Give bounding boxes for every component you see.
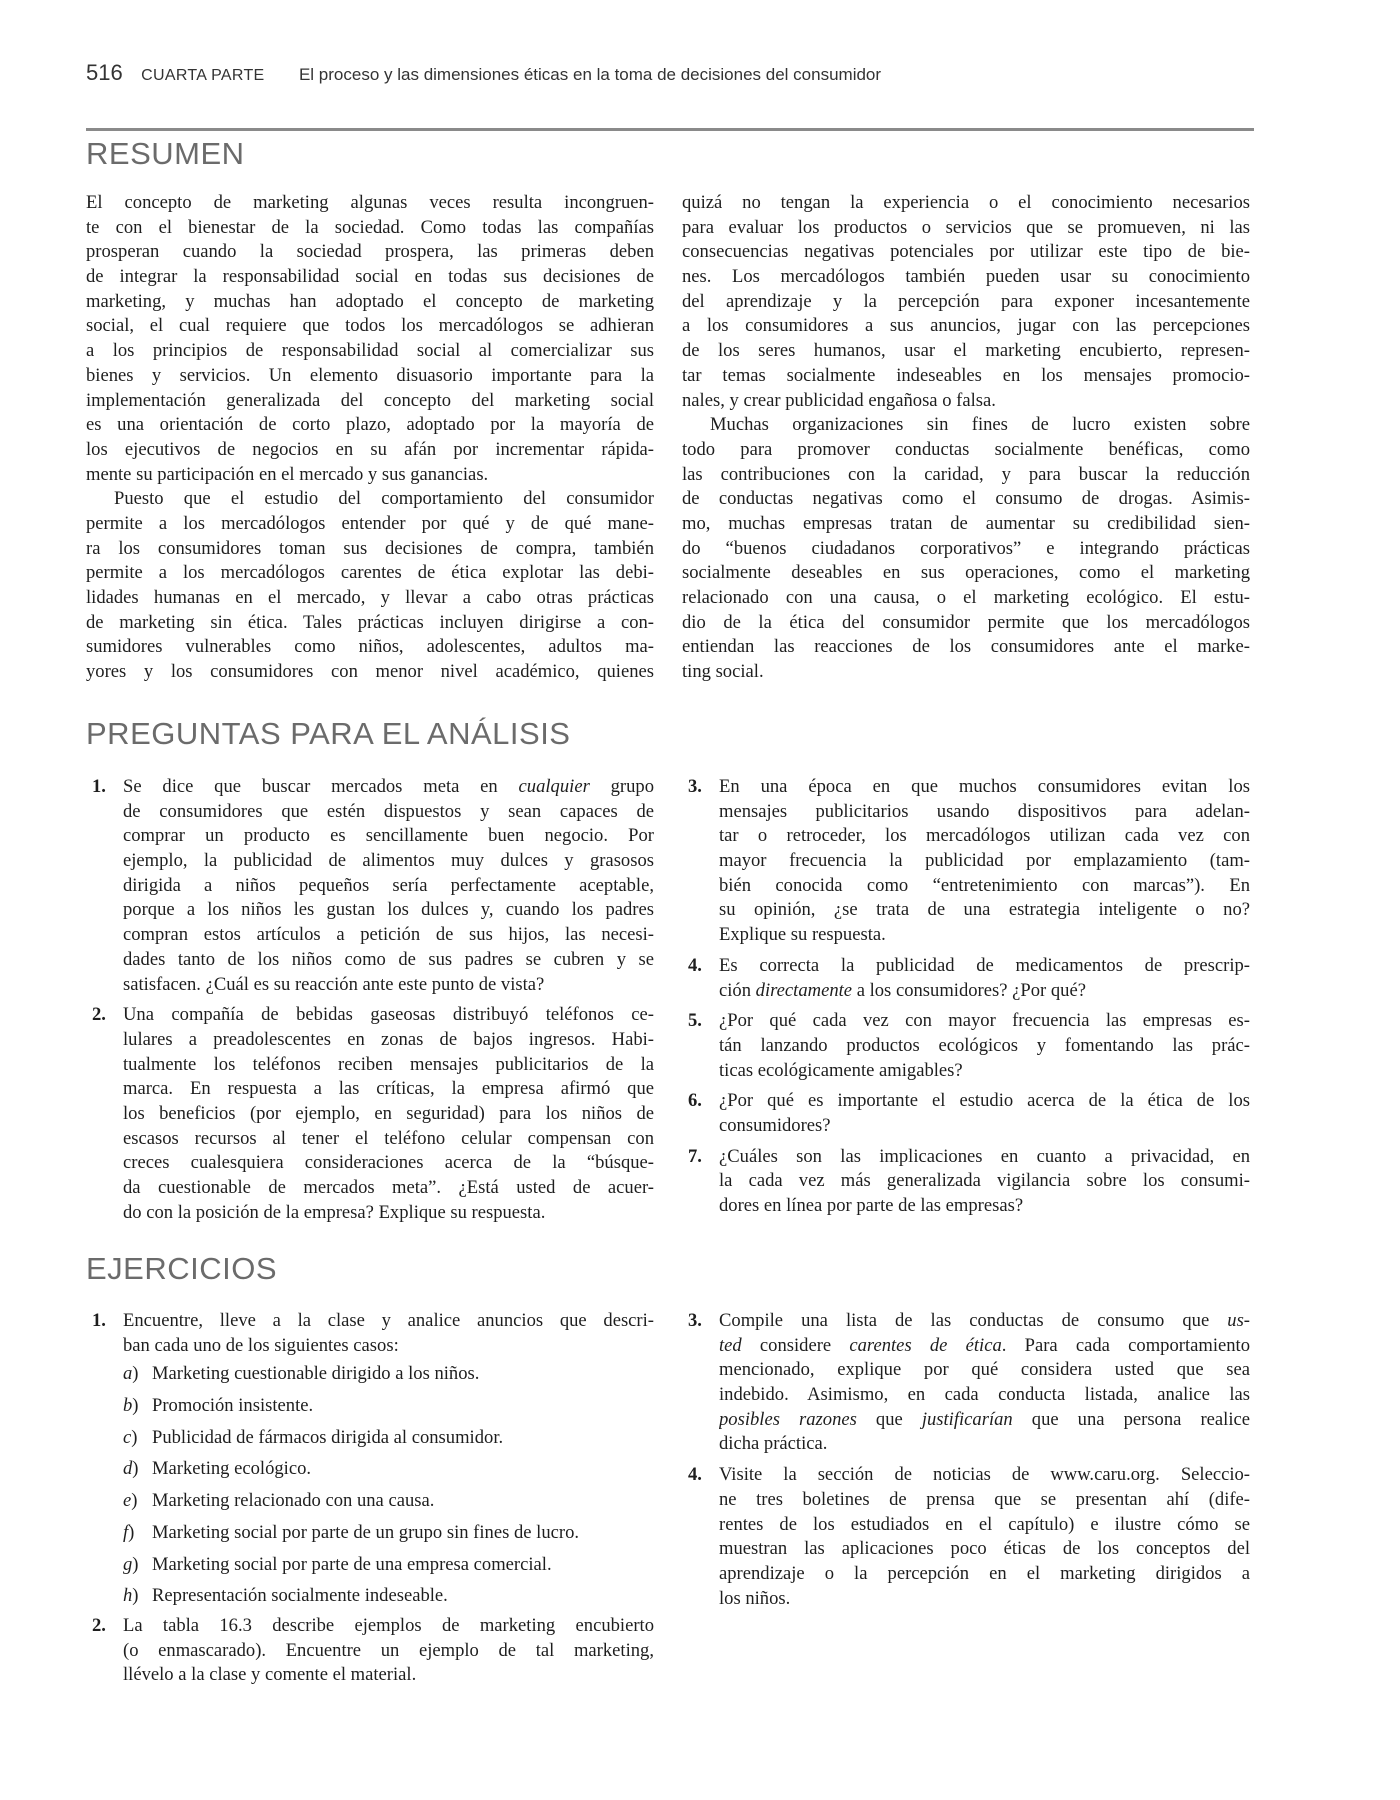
item-number: 4.	[688, 1464, 702, 1486]
emphasis-text: posibles razones	[719, 1408, 857, 1430]
question-item-3	[682, 775, 1250, 948]
text-line: para evaluar los productos o servicios que se promueven, ni las	[682, 216, 1250, 238]
resumen-left-column	[86, 191, 654, 685]
text-run: . Para cada comportamiento	[1001, 1334, 1250, 1356]
question-item-7	[682, 1145, 1250, 1219]
text-line: tualmente los teléfonos reciben mensajes publicitarios de la	[123, 1053, 654, 1075]
text-line: El concepto de marketing algunas veces resulta incongruen-	[86, 192, 654, 213]
exercise-item-1	[86, 1309, 654, 1358]
text-line: ra los consumidores toman sus decisiones de compra, también	[86, 537, 654, 559]
question-item-6	[682, 1089, 1250, 1138]
subitem-letter: c)	[123, 1426, 138, 1448]
text-line: da cuestionable de mercados meta”. ¿Está usted de acuer-	[123, 1177, 654, 1198]
header-rule	[86, 128, 1254, 131]
subitem-text: Marketing social por parte de un grupo sin fines de lucro.	[152, 1521, 580, 1543]
ejercicios-left-column	[86, 1309, 654, 1694]
text-line: dades tanto de los niños como de sus padres se cubren y se	[123, 948, 654, 970]
text-line: escasos recursos al tener el teléfono celular compensan con	[123, 1127, 654, 1149]
subitem-letter: b)	[123, 1395, 139, 1417]
section-title-preguntas: PREGUNTAS PARA EL ANÁLISIS	[86, 716, 571, 751]
text-line: permite a los mercadólogos carentes de ética explotar las debi-	[86, 562, 654, 584]
text-line: entiendan las reacciones de los consumidores ante el marke-	[682, 636, 1250, 658]
text-line: de marketing sin ética. Tales prácticas incluyen dirigirse a con-	[86, 611, 654, 633]
text-line: ¿Por qué cada vez con mayor frecuencia las empresas es-	[719, 1010, 1250, 1032]
text-line: de conductas negativas como el consumo de drogas. Asimis-	[682, 488, 1250, 510]
text-run: Compile una lista de las conductas de consumo que	[719, 1310, 1228, 1331]
exercise-item-3	[682, 1309, 1250, 1457]
item-number: 6.	[688, 1090, 702, 1112]
text-line: Encuentre, lleve a la clase y analice anuncios que descri-	[123, 1310, 654, 1331]
text-line: de consumidores que estén dispuestos y sean capaces de	[123, 800, 654, 822]
page-number: 516	[86, 60, 123, 85]
subitem-letter: e)	[123, 1490, 138, 1512]
text-line: compran estos artículos a petición de sus hijos, las necesi-	[123, 924, 654, 946]
text-run: grupo	[589, 776, 654, 797]
exercise-subitem-d	[86, 1455, 654, 1482]
text-line: su opinión, ¿se trata de una estrategia inteligente o no?	[719, 899, 1250, 921]
subitem-text: Marketing social por parte de una empresa comercial.	[152, 1553, 552, 1575]
text-line: te con el bienestar de la sociedad. Como todas las compañías	[86, 216, 654, 238]
text-line: tar o retroceder, los mercadólogos utilizan cada vez con	[719, 825, 1250, 847]
item-number: 5.	[688, 1010, 702, 1032]
item-number: 1.	[92, 1310, 106, 1331]
subitem-letter: a)	[123, 1363, 139, 1385]
text-run: a los consumidores? ¿Por qué?	[852, 979, 1086, 1001]
preguntas-left-column	[86, 775, 654, 1231]
text-line: marketing, y muchas han adoptado el concepto de marketing	[86, 290, 654, 312]
text-line: de integrar la responsabilidad social en todas sus decisiones de	[86, 266, 654, 288]
text-line: lidades humanas en el mercado, y llevar a cabo otras prácticas	[86, 587, 654, 608]
text-line: los niños.	[719, 1587, 791, 1609]
exercise-item-2	[86, 1614, 654, 1688]
text-line: implementación generalizada del concepto del marketing social	[86, 389, 654, 411]
text-line: permite a los mercadólogos entender por qué y de qué mane-	[86, 512, 654, 534]
emphasis-text: ted	[719, 1334, 742, 1356]
exercise-subitem-h	[86, 1582, 654, 1609]
text-line: quizá no tengan la experiencia o el conocimiento necesarios	[682, 192, 1250, 213]
text-line: socialmente deseables en sus operaciones, como el marketing	[682, 562, 1250, 584]
text-line	[719, 1408, 1250, 1433]
text-line: bién conocida como “entretenimiento con marcas”). En	[719, 874, 1250, 896]
ejercicios-right-column	[682, 1309, 1250, 1617]
item-number: 3.	[688, 1310, 702, 1331]
text-line: a los consumidores a sus anuncios, jugar con las percepciones	[682, 315, 1250, 337]
text-line: ne tres boletines de prensa que se presentan ahí (dife-	[719, 1488, 1250, 1510]
text-line: rentes de los estudiados en el capítulo) e ilustre cómo se	[719, 1513, 1250, 1535]
text-line: dirigida a niños pequeños sería perfectamente aceptable,	[123, 874, 654, 896]
emphasis-text: directamente	[755, 979, 853, 1001]
question-item-2	[86, 1003, 654, 1225]
text-line: mayor frecuencia la publicidad por emplazamiento (tam-	[719, 850, 1250, 872]
question-item-4	[682, 954, 1250, 1003]
resumen-right-column	[682, 191, 1250, 685]
subitem-letter: g)	[123, 1553, 139, 1575]
text-line: social, el cual requiere que todos los mercadólogos se adhieran	[86, 315, 654, 337]
subitem-text: Promoción insistente.	[152, 1395, 314, 1417]
text-line: dicha práctica.	[719, 1433, 828, 1455]
text-line: lulares a preadolescentes en zonas de bajos ingresos. Habi-	[123, 1028, 654, 1050]
text-line: ban cada uno de los siguientes casos:	[123, 1334, 399, 1356]
text-line: comprar un producto es sencillamente buen negocio. Por	[123, 825, 654, 847]
exercise-subitem-f	[86, 1519, 654, 1546]
subitem-text: Representación socialmente indeseable.	[152, 1585, 448, 1607]
text-line: relacionado con una causa, o el marketing ecológico. El estu-	[682, 587, 1250, 608]
text-line: indebido. Asimismo, en cada conducta listada, analice las	[719, 1384, 1250, 1406]
text-line: (o enmascarado). Encuentre un ejemplo de tal marketing,	[123, 1639, 654, 1661]
text-line: ejemplo, la publicidad de alimentos muy dulces y grasosos	[123, 850, 654, 872]
exercise-subitem-g	[86, 1551, 654, 1578]
text-line: llévelo a la clase y comente el material.	[123, 1664, 417, 1686]
text-line	[123, 775, 654, 800]
text-line: mensajes publicitarios usando dispositivos para adelan-	[719, 800, 1250, 822]
text-line: Puesto que el estudio del comportamiento del consumidor	[114, 488, 654, 510]
text-line: aprendizaje o la percepción en el marketing dirigidos a	[719, 1562, 1250, 1584]
text-line: Visite la sección de noticias de www.caru.org. Seleccio-	[719, 1464, 1250, 1486]
text-line: todo para promover conductas socialmente benéficas, como	[682, 438, 1250, 460]
subitem-text: Marketing ecológico.	[152, 1458, 312, 1480]
text-line: los beneficios (por ejemplo, en seguridad) para los niños de	[123, 1102, 654, 1124]
text-line: mente su participación en el mercado y sus ganancias.	[86, 463, 489, 485]
text-line: do “buenos ciudadanos corporativos” e integrando prácticas	[682, 537, 1250, 559]
item-number: 7.	[688, 1145, 702, 1167]
exercise-subitem-a	[86, 1360, 654, 1387]
emphasis-text: us-	[1227, 1310, 1250, 1331]
text-line: ¿Por qué es importante el estudio acerca de la ética de los	[719, 1090, 1250, 1112]
text-line: la cada vez más generalizada vigilancia sobre los consumi-	[719, 1170, 1250, 1192]
exercise-subitem-c	[86, 1424, 654, 1451]
item-number: 4.	[688, 954, 702, 976]
text-line: las contribuciones con la caridad, y para buscar la reducción	[682, 463, 1250, 485]
text-line: es una orientación de corto plazo, adoptado por la mayoría de	[86, 414, 654, 436]
text-line: dores en línea por parte de las empresas?	[719, 1195, 1024, 1216]
subitem-letter: f)	[123, 1521, 135, 1543]
text-line: dio de la ética del consumidor permite que los mercadólogos	[682, 611, 1250, 633]
text-line: satisfacen. ¿Cuál es su reacción ante este punto de vista?	[123, 973, 545, 995]
section-title-resumen: RESUMEN	[86, 136, 245, 171]
text-line: marca. En respuesta a las críticas, la empresa afirmó que	[123, 1078, 654, 1100]
subitem-letter: h)	[123, 1585, 139, 1607]
text-line: La tabla 16.3 describe ejemplos de marketing encubierto	[123, 1614, 654, 1636]
text-line: del aprendizaje y la percepción para exponer incesantemente	[682, 290, 1250, 312]
running-head	[86, 60, 881, 86]
text-run: ción	[719, 979, 756, 1001]
subitem-text: Marketing relacionado con una causa.	[152, 1490, 435, 1512]
text-line: En una época en que muchos consumidores evitan los	[719, 776, 1250, 797]
text-line: Una compañía de bebidas gaseosas distribuyó teléfonos ce-	[123, 1004, 654, 1026]
item-number: 1.	[92, 776, 106, 797]
question-item-1	[86, 775, 654, 997]
emphasis-text: carentes de ética	[849, 1334, 1002, 1356]
text-line: a los principios de responsabilidad social al comercializar sus	[86, 340, 654, 362]
preguntas-right-column	[682, 775, 1250, 1225]
text-line: consumidores?	[719, 1114, 831, 1136]
text-line: nales, y crear publicidad engañosa o falsa.	[682, 389, 996, 411]
item-number: 2.	[92, 1614, 106, 1636]
emphasis-text: justificarían	[921, 1408, 1013, 1430]
subitem-text: Publicidad de fármacos dirigida al consumidor.	[152, 1426, 504, 1448]
section-title-ejercicios: EJERCICIOS	[86, 1251, 278, 1286]
text-line: mo, muchas empresas tratan de aumentar su credibilidad sien-	[682, 512, 1250, 534]
text-line: ticas ecológicamente amigables?	[719, 1059, 963, 1081]
question-item-5	[682, 1009, 1250, 1083]
emphasis-text: cualquier	[518, 776, 590, 797]
text-line: ting social.	[682, 661, 764, 683]
text-line: Muchas organizaciones sin fines de lucro existen sobre	[710, 414, 1250, 436]
exercise-item-4	[682, 1463, 1250, 1611]
text-line: de los seres humanos, usar el marketing encubierto, represen-	[682, 340, 1250, 362]
text-line: Es correcta la publicidad de medicamentos de prescrip-	[719, 954, 1250, 976]
text-line: ¿Cuáles son las implicaciones en cuanto a privacidad, en	[719, 1145, 1250, 1167]
text-line: muestran las aplicaciones poco éticas de los conceptos del	[719, 1538, 1250, 1560]
text-line: nes. Los mercadólogos también pueden usar su conocimiento	[682, 266, 1250, 288]
text-line: Explique su respuesta.	[719, 924, 886, 946]
text-line: do con la posición de la empresa? Explique su respuesta.	[123, 1201, 546, 1223]
exercise-subitem-e	[86, 1487, 654, 1514]
text-run: Se dice que buscar mercados meta en	[123, 776, 519, 797]
item-number: 2.	[92, 1004, 106, 1026]
subitem-letter: d)	[123, 1458, 139, 1480]
text-line: porque a los niños les gustan los dulces y, cuando los padres	[123, 899, 654, 921]
item-number: 3.	[688, 776, 702, 797]
text-line: mencionado, explique por qué considera usted que sea	[719, 1359, 1250, 1381]
text-line	[719, 1334, 1250, 1359]
text-run: considere	[741, 1334, 850, 1356]
text-line: sumidores vulnerables como niños, adolescentes, adultos ma-	[86, 636, 654, 658]
part-label: CUARTA PARTE	[141, 67, 265, 84]
text-line	[719, 1309, 1250, 1334]
text-line: yores y los consumidores con menor nivel académico, quienes	[86, 661, 654, 683]
text-line: prosperan cuando la sociedad prospera, las primeras deben	[86, 241, 654, 263]
text-run: que una persona realice	[1012, 1408, 1250, 1430]
part-title: El proceso y las dimensiones éticas en la toma de decisiones del consumidor	[298, 65, 882, 84]
text-line: tar temas socialmente indeseables en los mensajes promocio-	[682, 364, 1250, 386]
subitem-text: Marketing cuestionable dirigido a los niños.	[152, 1363, 480, 1385]
exercise-subitem-b	[86, 1392, 654, 1419]
text-line: consecuencias negativas potenciales por utilizar este tipo de bie-	[682, 241, 1250, 263]
text-run: que	[856, 1408, 922, 1430]
text-line: bienes y servicios. Un elemento disuasorio importante para la	[86, 364, 654, 386]
text-line: los ejecutivos de negocios en su afán por incrementar rápida-	[86, 438, 654, 460]
text-line: creces cualesquiera consideraciones acerca de la “búsque-	[123, 1152, 654, 1174]
text-line: tán lanzando productos ecológicos y fomentando las prác-	[719, 1034, 1250, 1056]
text-line	[719, 979, 1250, 1004]
